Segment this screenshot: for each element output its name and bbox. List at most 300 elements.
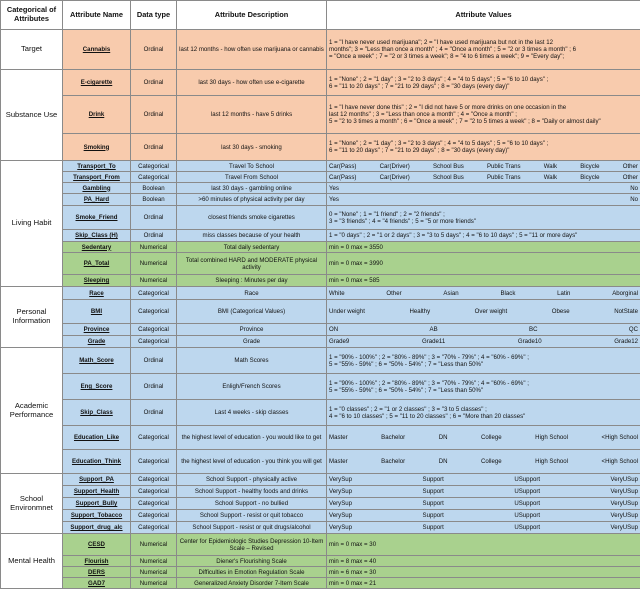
attribute-name-text: Transport_From xyxy=(73,174,120,181)
data-type: Ordinal xyxy=(131,96,177,134)
value-option: Walk xyxy=(544,163,557,170)
table-row xyxy=(1,348,640,374)
data-type: Categorical xyxy=(131,486,177,498)
data-type: Categorical xyxy=(131,324,177,336)
value-options xyxy=(329,338,638,345)
attribute-name-text: Smoke_Friend xyxy=(76,214,118,221)
attribute-name xyxy=(63,230,131,242)
value-option: <High School xyxy=(602,434,638,441)
attribute-description: Race xyxy=(177,287,327,300)
attribute-name-text: BMI xyxy=(91,308,102,315)
value-line: min = 0 max = 3550 xyxy=(329,244,638,251)
value-line: 1 = "0 days" ; 2 = "1 or 2 days" ; 3 = "3 to 5 days" ; 4 = "6 to 10 days" ; 5 = "11 or more days" xyxy=(329,232,638,239)
value-line: min = 0 max = 585 xyxy=(329,277,638,284)
table-row xyxy=(1,300,640,324)
value-option: Car(Driver) xyxy=(380,163,410,170)
table-row xyxy=(1,161,640,172)
attribute-values xyxy=(327,161,640,172)
attribute-name xyxy=(63,172,131,183)
value-option: School Bus xyxy=(433,174,464,181)
value-line: min = 0 max = 3990 xyxy=(329,260,638,267)
table-row xyxy=(1,498,640,510)
attribute-name-text: PA_Total xyxy=(84,260,110,267)
attribute-description: School Support - resist or quit tobacco xyxy=(177,510,327,522)
table-row xyxy=(1,374,640,400)
attribute-description: Travel From School xyxy=(177,172,327,183)
header-category: Categorical of Attributes xyxy=(1,1,63,30)
value-line: 1 = "90% - 100%" ; 2 = "80% - 89%" ; 3 = "70% - 79%" ; 4 = "60% - 69%" ; xyxy=(329,354,638,361)
attribute-name xyxy=(63,474,131,486)
attribute-name-text: DERS xyxy=(88,569,105,576)
attribute-name-text: Transport_To xyxy=(77,163,115,170)
value-options xyxy=(329,458,638,465)
attribute-description: >60 minutes of physical activity per day xyxy=(177,194,327,206)
attribute-name xyxy=(63,30,131,70)
attribute-values xyxy=(327,242,640,253)
table-row xyxy=(1,426,640,450)
table-row xyxy=(1,578,640,589)
table-row xyxy=(1,522,640,534)
value-option: Car(Pass) xyxy=(329,174,356,181)
value-option: Support xyxy=(423,524,444,531)
attribute-name xyxy=(63,134,131,161)
value-line: 1 = "None" ; 2 = "1 day" ; 3 = "2 to 3 days" ; 4 = "4 to 5 days" ; 5 = "6 to 10 days" ; xyxy=(329,76,638,83)
attribute-name xyxy=(63,287,131,300)
value-option: Grade12 xyxy=(614,338,638,345)
value-line: 5 = "55% - 59%" ; 6 = "50% - 54%" ; 7 = "Less than 50%" xyxy=(329,361,638,368)
table-row xyxy=(1,567,640,578)
value-option: Grade9 xyxy=(329,338,349,345)
attribute-description: Difficulties in Emotion Regulation Scale xyxy=(177,567,327,578)
attribute-name xyxy=(63,194,131,206)
value-line: 1 = "0 classes" ; 2 = "1 or 2 classes" ; 3 = "3 to 5 classes" ; xyxy=(329,406,638,413)
value-option: Aborginal xyxy=(612,290,638,297)
attribute-name xyxy=(63,96,131,134)
attribute-description: last 12 months - how often use marijuana or cannabis xyxy=(177,30,327,70)
data-type: Ordinal xyxy=(131,134,177,161)
attribute-name-text: E-cigarette xyxy=(81,79,113,86)
attribute-description: last 12 months - have 5 drinks xyxy=(177,96,327,134)
table-row xyxy=(1,486,640,498)
value-option: VerySup xyxy=(329,488,352,495)
value-option: Under weight xyxy=(329,308,365,315)
attribute-name-text: Skip_Class xyxy=(80,409,113,416)
attribute-values xyxy=(327,474,640,486)
attribute-name-text: Eng_Score xyxy=(81,383,113,390)
table-row xyxy=(1,172,640,183)
value-line: 1 = "I have never done this" ; 2 = "I did not have 5 or more drinks on one occasion in the xyxy=(329,104,638,111)
header-row xyxy=(1,1,640,30)
data-type: Boolean xyxy=(131,194,177,206)
attribute-values xyxy=(327,522,640,534)
attribute-values xyxy=(327,96,640,134)
value-option: Support xyxy=(423,476,444,483)
attribute-values xyxy=(327,70,640,96)
category-label: Personal Information xyxy=(1,287,63,348)
value-option: Other xyxy=(623,163,638,170)
attribute-name xyxy=(63,510,131,522)
attribute-description: School Support - physically active xyxy=(177,474,327,486)
table-row xyxy=(1,510,640,522)
value-options xyxy=(329,500,638,507)
attribute-description: Province xyxy=(177,324,327,336)
value-option: Bicycle xyxy=(580,174,599,181)
table-row xyxy=(1,230,640,242)
table-row xyxy=(1,534,640,556)
value-option: White xyxy=(329,290,345,297)
value-option: Car(Pass) xyxy=(329,163,356,170)
attribute-name xyxy=(63,374,131,400)
data-type: Categorical xyxy=(131,172,177,183)
attribute-description: last 30 days - gambling online xyxy=(177,183,327,194)
data-type: Categorical xyxy=(131,161,177,172)
attribute-name xyxy=(63,206,131,230)
attribute-name xyxy=(63,70,131,96)
attribute-values xyxy=(327,172,640,183)
attribute-description: School Support - healthy foods and drinks xyxy=(177,486,327,498)
value-option: Grade10 xyxy=(518,338,542,345)
value-line: months"; 3 = "Less than once a month" ; 4 = "Once a month" ; 5 = "2 or 3 times a month" ; 6 xyxy=(329,46,638,53)
value-line: last 12 months" ; 3 = "Less than once a month" ; 4 = "Once a month" ; xyxy=(329,111,638,118)
table-row xyxy=(1,474,640,486)
value-option: Other xyxy=(386,290,401,297)
value-option: VerySup xyxy=(329,524,352,531)
value-line: 0 = "None" ; 1 = "1 friend" ; 2 = "2 friends" ; xyxy=(329,211,638,218)
attribute-name xyxy=(63,556,131,567)
value-option: Master xyxy=(329,434,348,441)
table-row xyxy=(1,70,640,96)
value-options xyxy=(329,476,638,483)
value-option: VeryUSup xyxy=(611,488,638,495)
attribute-values xyxy=(327,253,640,275)
value-line: min = 0 max = 30 xyxy=(329,541,638,548)
value-option: Bachelor xyxy=(381,434,405,441)
attribute-name xyxy=(63,400,131,426)
attribute-description: last 30 days - how often use e-cigarette xyxy=(177,70,327,96)
value-option: School Bus xyxy=(433,163,464,170)
table-row xyxy=(1,336,640,348)
attribute-values xyxy=(327,556,640,567)
table-row xyxy=(1,96,640,134)
attribute-name xyxy=(63,242,131,253)
table-row xyxy=(1,134,640,161)
attribute-values xyxy=(327,194,640,206)
value-line: min = 6 max = 30 xyxy=(329,569,638,576)
value-option: Healthy xyxy=(409,308,430,315)
data-type: Numerical xyxy=(131,567,177,578)
attribute-name-text: GAD7 xyxy=(88,580,105,587)
attribute-description: Travel To School xyxy=(177,161,327,172)
value-line: 3 = "3 friends" ; 4 = "4 friends" ; 5 = "5 or more friends" xyxy=(329,218,638,225)
data-type: Boolean xyxy=(131,183,177,194)
value-option: Other xyxy=(623,174,638,181)
value-option: Asian xyxy=(443,290,458,297)
attribute-values xyxy=(327,348,640,374)
data-type: Ordinal xyxy=(131,374,177,400)
header-attribute-description: Attribute Description xyxy=(177,1,327,30)
value-options xyxy=(329,512,638,519)
attribute-name xyxy=(63,324,131,336)
table-body xyxy=(1,30,640,589)
data-type: Categorical xyxy=(131,522,177,534)
attribute-description: Total combined HARD and MODERATE physical activity xyxy=(177,253,327,275)
value-option: Grade11 xyxy=(422,338,445,345)
attribute-name xyxy=(63,348,131,374)
attribute-description: Diener's Flourishing Scale xyxy=(177,556,327,567)
value-line: 1 = "90% - 100%" ; 2 = "80% - 89%" ; 3 = "70% - 79%" ; 4 = "60% - 69%" ; xyxy=(329,380,638,387)
value-line: 6 = "11 to 20 days" ; 7 = "21 to 29 days" ; 8 = "30 days (every day)" xyxy=(329,83,638,90)
data-type: Categorical xyxy=(131,287,177,300)
value-options xyxy=(329,434,638,441)
attribute-name-text: Math_Score xyxy=(79,357,114,364)
value-options xyxy=(329,524,638,531)
attribute-values xyxy=(327,287,640,300)
value-option: Car(Driver) xyxy=(380,174,410,181)
value-option: USupport xyxy=(514,488,540,495)
attribute-description: Generalized Anxiety Disorder 7-Item Scale xyxy=(177,578,327,589)
attribute-values xyxy=(327,510,640,522)
value-options xyxy=(329,174,638,181)
attribute-name xyxy=(63,336,131,348)
data-type: Categorical xyxy=(131,474,177,486)
value-option: DN xyxy=(439,458,448,465)
value-option: Support xyxy=(423,512,444,519)
value-option: Public Trans xyxy=(487,174,521,181)
attribute-name-text: Smoking xyxy=(84,144,110,151)
attribute-description: Math Scores xyxy=(177,348,327,374)
data-type: Categorical xyxy=(131,336,177,348)
table-row xyxy=(1,287,640,300)
category-label: Living Habit xyxy=(1,161,63,287)
attribute-name xyxy=(63,450,131,474)
attribute-description: last 30 days - smoking xyxy=(177,134,327,161)
value-options xyxy=(329,196,638,203)
data-type: Numerical xyxy=(131,556,177,567)
value-option: Master xyxy=(329,458,348,465)
attribute-description: School Support - no bullied xyxy=(177,498,327,510)
value-option: VerySup xyxy=(329,476,352,483)
data-type: Ordinal xyxy=(131,30,177,70)
attribute-name-text: Province xyxy=(84,326,110,333)
table-row xyxy=(1,30,640,70)
value-option: Bicycle xyxy=(580,163,599,170)
value-option: VerySup xyxy=(329,512,352,519)
table-row xyxy=(1,194,640,206)
category-label: Mental Health xyxy=(1,534,63,589)
value-option: VeryUSup xyxy=(611,512,638,519)
attribute-description: BMI (Categorical Values) xyxy=(177,300,327,324)
attribute-values xyxy=(327,534,640,556)
value-option: Obese xyxy=(552,308,570,315)
attribute-name xyxy=(63,567,131,578)
value-option: VeryUSup xyxy=(611,500,638,507)
value-line: min = 0 max = 21 xyxy=(329,580,638,587)
attribute-values xyxy=(327,374,640,400)
value-option: Public Trans xyxy=(487,163,521,170)
attribute-name-text: PA_Hard xyxy=(84,196,109,203)
attribute-name-text: Support_Health xyxy=(74,488,119,495)
value-option: Support xyxy=(423,488,444,495)
value-option: Support xyxy=(423,500,444,507)
value-options xyxy=(329,308,638,315)
value-line: 5 = "55% - 59%" ; 6 = "50% - 54%" ; 7 = "Less than 50%" xyxy=(329,387,638,394)
attribute-values xyxy=(327,324,640,336)
value-option: Bachelor xyxy=(381,458,405,465)
value-options xyxy=(329,326,638,333)
attribute-values xyxy=(327,134,640,161)
value-option: High School xyxy=(535,434,568,441)
value-option: Walk xyxy=(544,174,557,181)
data-type: Ordinal xyxy=(131,400,177,426)
attribute-values xyxy=(327,30,640,70)
attribute-name-text: Cannabis xyxy=(83,46,110,53)
attribute-values xyxy=(327,230,640,242)
attribute-name-text: Grade xyxy=(88,338,106,345)
value-option: Over weight xyxy=(475,308,508,315)
data-type: Numerical xyxy=(131,253,177,275)
attribute-name-text: Sleeping xyxy=(84,277,109,284)
table-row xyxy=(1,242,640,253)
value-option: Latin xyxy=(557,290,570,297)
attribute-values xyxy=(327,275,640,287)
data-type: Categorical xyxy=(131,450,177,474)
attribute-values xyxy=(327,567,640,578)
table-row xyxy=(1,275,640,287)
attribute-values xyxy=(327,486,640,498)
value-option: College xyxy=(481,434,502,441)
value-option: ON xyxy=(329,326,338,333)
value-line: 1 = "I have never used marijuana"; 2 = "I have used marijuana but not in the last 12 xyxy=(329,39,638,46)
category-label: Academic Performance xyxy=(1,348,63,474)
value-option: NotState xyxy=(614,308,638,315)
data-type: Categorical xyxy=(131,300,177,324)
value-line: = "Once a week" ; 7 = "2 or 3 times a week"; 8 = "4 to 6 times a week"; 9 = "Every day"; xyxy=(329,53,638,60)
attribute-values xyxy=(327,400,640,426)
value-option: VeryUSup xyxy=(611,524,638,531)
data-type: Categorical xyxy=(131,498,177,510)
attribute-name-text: Race xyxy=(89,290,104,297)
value-option: DN xyxy=(439,434,448,441)
value-options xyxy=(329,290,638,297)
attribute-name xyxy=(63,522,131,534)
attribute-values xyxy=(327,426,640,450)
data-type: Numerical xyxy=(131,578,177,589)
value-option: USupport xyxy=(514,476,540,483)
data-type: Ordinal xyxy=(131,70,177,96)
attribute-description: the highest level of education - you would like to get xyxy=(177,426,327,450)
attribute-description: Sleeping : Minutes per day xyxy=(177,275,327,287)
category-label: School Environmnet xyxy=(1,474,63,534)
value-option: <High School xyxy=(602,458,638,465)
attribute-name-text: Flourish xyxy=(84,558,108,565)
value-option: Yes xyxy=(329,185,339,192)
value-option: USupport xyxy=(514,500,540,507)
attribute-description: closest friends smoke cigarettes xyxy=(177,206,327,230)
attribute-name xyxy=(63,275,131,287)
value-option: No xyxy=(630,185,638,192)
data-type: Ordinal xyxy=(131,206,177,230)
table-row xyxy=(1,183,640,194)
attribute-name-text: Sedentary xyxy=(82,244,111,251)
value-line: 5 = "2 to 3 times a month" ; 6 = "Once a week" ; 7 = "2 to 5 times a week" ; 8 = "Daily or almost daily" xyxy=(329,118,638,125)
attribute-name-text: Support_drug_alc xyxy=(70,524,122,531)
value-line: 6 = "11 to 20 days" ; 7 = "21 to 29 days" ; 8 = "30 days (every day)" xyxy=(329,147,638,154)
header-data-type: Data type xyxy=(131,1,177,30)
data-type: Categorical xyxy=(131,510,177,522)
attribute-name xyxy=(63,161,131,172)
attribute-description: Last 4 weeks - skip classes xyxy=(177,400,327,426)
attribute-values xyxy=(327,450,640,474)
attribute-name-text: Education_Think xyxy=(72,458,121,465)
attribute-description: the highest level of education - you think you will get xyxy=(177,450,327,474)
attribute-name-text: Gambling xyxy=(82,185,110,192)
data-type: Numerical xyxy=(131,275,177,287)
table-row xyxy=(1,253,640,275)
value-option: AB xyxy=(430,326,438,333)
value-option: No xyxy=(630,196,638,203)
value-option: BC xyxy=(529,326,537,333)
attribute-name-text: Support_Bully xyxy=(76,500,118,507)
attribute-description: miss classes because of your health xyxy=(177,230,327,242)
attribute-values xyxy=(327,300,640,324)
data-type: Ordinal xyxy=(131,230,177,242)
category-label: Substance Use xyxy=(1,70,63,161)
data-type: Ordinal xyxy=(131,348,177,374)
value-option: QC xyxy=(629,326,638,333)
attribute-values xyxy=(327,578,640,589)
header-attribute-name: Attribute Name xyxy=(63,1,131,30)
data-type: Numerical xyxy=(131,534,177,556)
table-row xyxy=(1,450,640,474)
value-option: VeryUSup xyxy=(611,476,638,483)
value-line: 4 = "6 to 10 classes" ; 5 = "11 to 20 classes" ; 6 = "More than 20 classes" xyxy=(329,413,638,420)
category-label: Target xyxy=(1,30,63,70)
attribute-values xyxy=(327,336,640,348)
attribute-name xyxy=(63,183,131,194)
attribute-name xyxy=(63,426,131,450)
attribute-name-text: Skip_Class (H) xyxy=(75,232,118,239)
attribute-name xyxy=(63,498,131,510)
table-row xyxy=(1,206,640,230)
value-options xyxy=(329,185,638,192)
attribute-name-text: Support_PA xyxy=(79,476,114,483)
value-option: USupport xyxy=(514,512,540,519)
value-option: VerySup xyxy=(329,500,352,507)
attribute-name xyxy=(63,253,131,275)
attribute-name xyxy=(63,534,131,556)
attribute-name xyxy=(63,300,131,324)
attribute-description: Center for Epidemiologic Studies Depression 10-Item Scale – Revised xyxy=(177,534,327,556)
table-row xyxy=(1,400,640,426)
value-option: Black xyxy=(500,290,515,297)
attribute-description: Total daily sedentary xyxy=(177,242,327,253)
attribute-name xyxy=(63,578,131,589)
value-option: Yes xyxy=(329,196,339,203)
value-options xyxy=(329,163,638,170)
header-attribute-values: Attribute Values xyxy=(327,1,640,30)
attribute-description: Enligh/French Scores xyxy=(177,374,327,400)
data-type: Categorical xyxy=(131,426,177,450)
attribute-values xyxy=(327,206,640,230)
data-type: Numerical xyxy=(131,242,177,253)
value-option: USupport xyxy=(514,524,540,531)
attribute-values xyxy=(327,498,640,510)
attribute-name-text: Drink xyxy=(89,111,105,118)
attribute-values xyxy=(327,183,640,194)
table-row xyxy=(1,556,640,567)
table-row xyxy=(1,324,640,336)
attribute-name-text: Education_Like xyxy=(74,434,119,441)
